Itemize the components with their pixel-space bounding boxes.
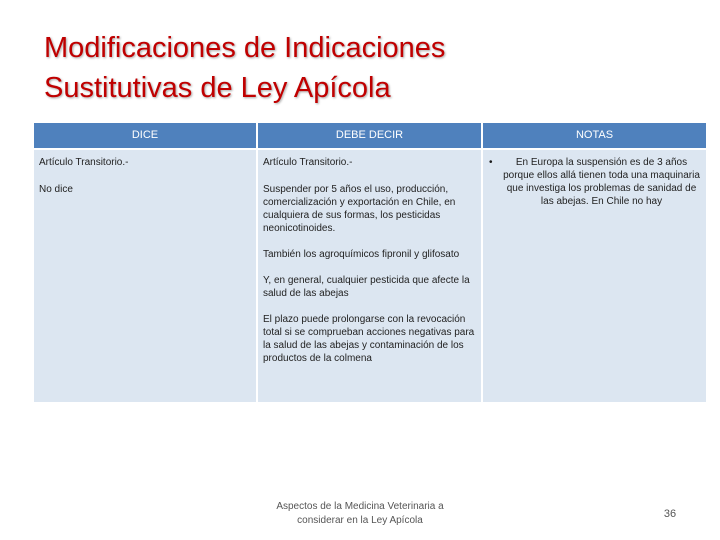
page-number: 36 xyxy=(663,508,677,520)
header-notas: NOTAS xyxy=(575,129,614,141)
debe-decir-paragraph: También los agroquímicos fipronil y glifosato xyxy=(263,249,460,260)
notas-text: En Europa la suspensión es de 3 años porque ellos allá tienen toda una maquinaria que investiga los problemas de sanidad de las abejas. En Chile no hay xyxy=(503,157,700,207)
slide-footer: Aspectos de la Medicina Veterinaria a considerar en la Ley Apícola xyxy=(276,501,444,526)
comparison-table xyxy=(34,123,706,402)
table-body-row xyxy=(34,150,706,402)
slide-title-line-2: Sustitutivas de Ley Apícola xyxy=(44,72,391,104)
debe-decir-paragraph: Suspender por 5 años el uso, producción, comercialización y exportación en Chile, en cualquiera de sus formas, los pesticidas neonicotinoides. xyxy=(263,184,456,234)
debe-decir-paragraph: Y, en general, cualquier pesticida que afecte la salud de las abejas xyxy=(263,275,470,299)
dice-heading: Artículo Transitorio.- xyxy=(39,157,129,168)
header-debe-decir: DEBE DECIR xyxy=(258,123,483,148)
header-dice: DICE xyxy=(34,123,258,148)
column-debe-decir xyxy=(258,150,483,402)
bullet-icon: • xyxy=(489,157,493,168)
column-notas xyxy=(483,150,706,402)
debe-decir-heading: Artículo Transitorio.- xyxy=(263,157,353,168)
slide-title xyxy=(44,28,684,108)
table-header-row xyxy=(34,123,706,148)
notas-bullet-item xyxy=(487,156,700,208)
dice-text: No dice xyxy=(39,184,73,195)
debe-decir-paragraph: El plazo puede prolongarse con la revocación total si se comprueban acciones negativas para la salud de las abejas y contaminación de los productos de la colmena xyxy=(263,314,475,364)
column-dice xyxy=(34,150,258,402)
slide-title-line-1: Modificaciones de Indicaciones xyxy=(44,32,446,64)
